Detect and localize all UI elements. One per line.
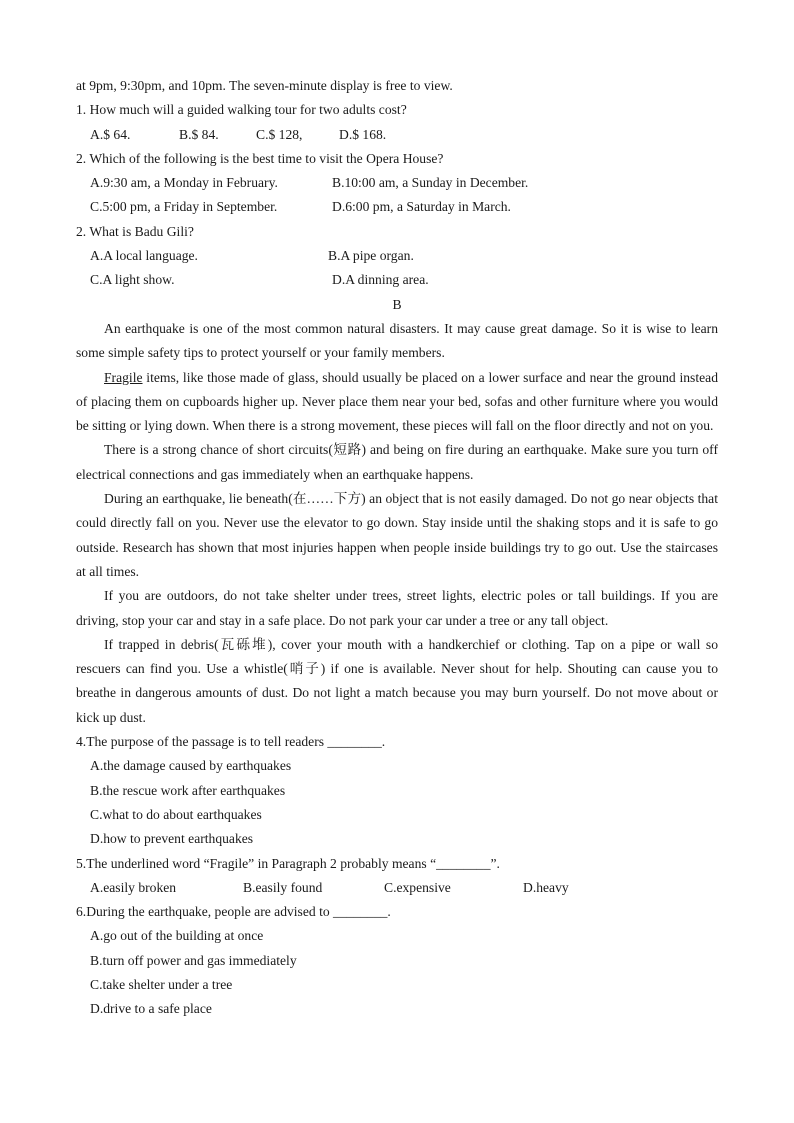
q3-option-d: D.A dinning area.: [332, 272, 429, 288]
passage-paragraph-4: During an earthquake, lie beneath(在……下方) an object that is not easily damaged. Do not go near objects that could directly fall on you. Never use the elevator to go down. Stay inside until the shaking stops and it is safe to go outside. Research has shown that most injuries happen when people inside buildings try to go out. Use the staircases at all times.: [76, 491, 718, 579]
q3-option-b: B.A pipe organ.: [328, 248, 414, 264]
q2-option-a: A.9:30 am, a Monday in February.: [90, 175, 278, 191]
question-6-stem: 6.During the earthquake, people are advised to ________.: [76, 904, 391, 920]
q5-option-b: B.easily found: [243, 879, 323, 895]
intro-line: at 9pm, 9:30pm, and 10pm. The seven-minute display is free to view.: [76, 78, 453, 93]
q1-option-d: D.$ 168.: [339, 126, 387, 142]
section-b-heading: B: [392, 296, 402, 312]
q2-option-b: B.10:00 am, a Sunday in December.: [332, 175, 529, 191]
paragraph-2-text: items, like those made of glass, should usually be placed on a lower surface and near the ground instead of placing them on cupboards higher up. Never place them near your bed, sofas and other furniture where you would be sitting or lying down. When there is a strong movement, these pieces will fall on the floor directly and not on you.: [76, 369, 718, 434]
underlined-word-fragile: Fragile: [104, 369, 143, 385]
question-5-options: [76, 876, 718, 900]
question-2-options-row2: [76, 195, 718, 219]
q3-option-a: A.A local language.: [90, 248, 198, 264]
q6-option-b: B.turn off power and gas immediately: [90, 952, 297, 968]
q2-option-c: C.5:00 pm, a Friday in September.: [90, 199, 278, 215]
q1-option-c: C.$ 128,: [256, 126, 303, 142]
passage-paragraph-1: An earthquake is one of the most common natural disasters. It may cause great damage. So it is wise to learn some simple safety tips to protect yourself or your family members.: [76, 320, 718, 361]
question-2-options-row1: [76, 171, 718, 195]
q4-option-d: D.how to prevent earthquakes: [90, 831, 254, 847]
q1-option-a: A.$ 64.: [90, 126, 131, 142]
q4-option-b: B.the rescue work after earthquakes: [90, 782, 286, 798]
q6-option-d: D.drive to a safe place: [90, 1001, 212, 1017]
q1-option-b: B.$ 84.: [179, 126, 219, 142]
document-page: [76, 74, 718, 1022]
passage-paragraph-3: There is a strong chance of short circuits(短路) and being on fire during an earthquake. Make sure you turn off electrical connections and gas immediately when an earthquake happens.: [76, 442, 718, 482]
q3-option-c: C.A light show.: [90, 272, 175, 288]
q5-option-c: C.expensive: [384, 879, 451, 895]
question-3-options-row2: [76, 268, 718, 292]
q6-option-a: A.go out of the building at once: [90, 928, 264, 944]
q2-option-d: D.6:00 pm, a Saturday in March.: [332, 199, 511, 215]
q6-option-c: C.take shelter under a tree: [90, 976, 233, 992]
question-2-stem: 2. Which of the following is the best time to visit the Opera House?: [76, 150, 444, 166]
passage-paragraph-6: If trapped in debris(瓦砾堆), cover your mouth with a handkerchief or clothing. Tap on a pipe or wall so rescuers can find you. Use a whistle(哨子) if one is available. Never shout for help. Shouting can cause you to breathe in dangerous amounts of dust. Do not light a match because you may burn yourself. Do not move about or kick up dust.: [76, 636, 718, 725]
question-4-stem: 4.The purpose of the passage is to tell readers ________.: [76, 734, 386, 750]
question-1-stem: 1. How much will a guided walking tour for two adults cost?: [76, 102, 407, 118]
q4-option-a: A.the damage caused by earthquakes: [90, 758, 292, 774]
question-1-options: [76, 123, 718, 147]
passage-paragraph-2: [76, 366, 718, 439]
q4-option-c: C.what to do about earthquakes: [90, 806, 262, 822]
question-3-stem: 2. What is Badu Gili?: [76, 223, 194, 239]
question-3-options-row1: [76, 244, 718, 268]
q5-option-d: D.heavy: [523, 879, 569, 895]
passage-paragraph-5: If you are outdoors, do not take shelter under trees, street lights, electric poles or tall buildings. If you are driving, stop your car and stay in a safe place. Do not park your car under a tree or any tall object.: [76, 588, 718, 628]
q5-option-a: A.easily broken: [90, 879, 177, 895]
question-5-stem: 5.The underlined word “Fragile” in Paragraph 2 probably means “________”.: [76, 855, 500, 871]
